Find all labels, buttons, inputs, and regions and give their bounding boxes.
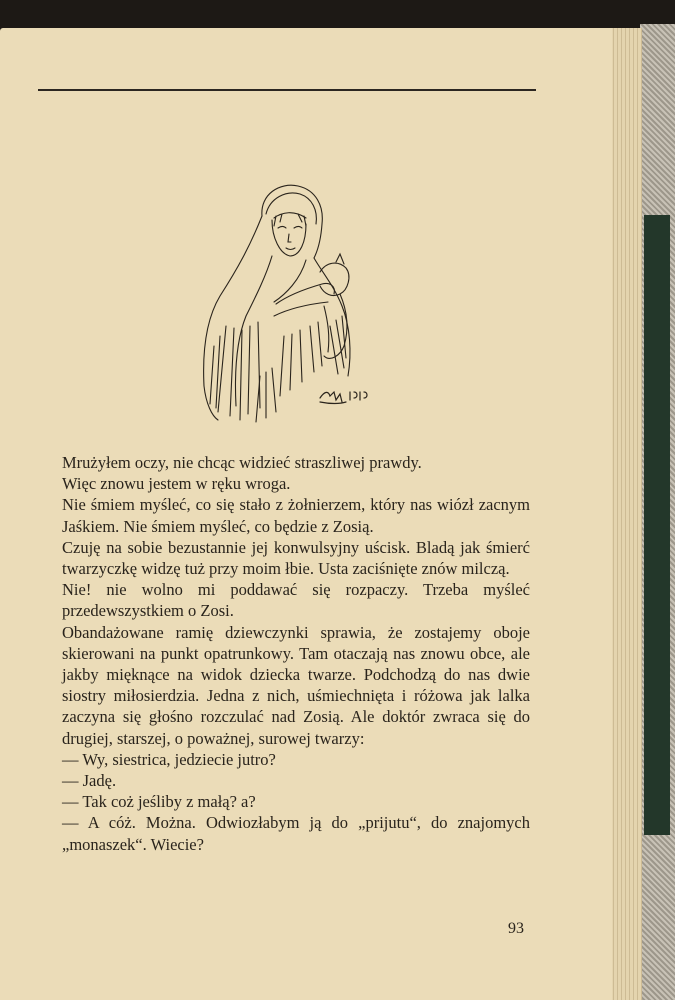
- dialogue-line: — Jadę.: [62, 771, 117, 791]
- header-rule: [38, 89, 536, 91]
- paragraph: Więc znowu jestem w ręku wroga.: [62, 474, 291, 494]
- book-cover-edge: [644, 215, 670, 835]
- paragraph: Obandażowane ramię dziewczynki sprawia, że zostajemy oboje skierowani na punkt opatrunkowy. Tam otaczają nas znowu obce, ale jakby mięknące na widok dziecka twarze. Podchodzą do nas dwie siostry miłosierdzia. Jedna z nich, uśmiechnięta i różowa jak lalka zaczyna się głośno rozczulać nad Zosią. Ale doktór zwraca się do drugiej, starszej, o poważnej, surowej twarzy:: [62, 622, 530, 748]
- page-number: 93: [508, 920, 524, 937]
- dialogue-line: — Tak coż jeśliby z małą? a?: [62, 792, 256, 812]
- page-body-text: [62, 452, 530, 855]
- paragraph: Nie śmiem myśleć, co się stało z żołnierzem, który nas wiózł zacnym Jaśkiem. Nie śmiem myśleć, co będzie z Zosią.: [62, 495, 530, 536]
- girl-sketch-illustration: [190, 176, 375, 426]
- paragraph: Nie! nie wolno mi poddawać się rozpaczy. Trzeba myśleć przedewszystkiem o Zosi.: [62, 580, 530, 621]
- dialogue-line: — A cóż. Można. Odwiozłabym ją do „prijutu“, do znajomych „monaszek“. Wiecie?: [62, 813, 530, 854]
- paragraph: Mrużyłem oczy, nie chcąc widzieć straszliwej prawdy.: [62, 453, 422, 472]
- dialogue-line: — Wy, siestrica, jedziecie jutro?: [62, 749, 276, 769]
- paragraph: Czuję na sobie bezustannie jej konwulsyjny uścisk. Bladą jak śmierć twarzyczkę widzę tuż przy moim łbie. Usta zaciśnięte znów milczą.: [62, 537, 530, 579]
